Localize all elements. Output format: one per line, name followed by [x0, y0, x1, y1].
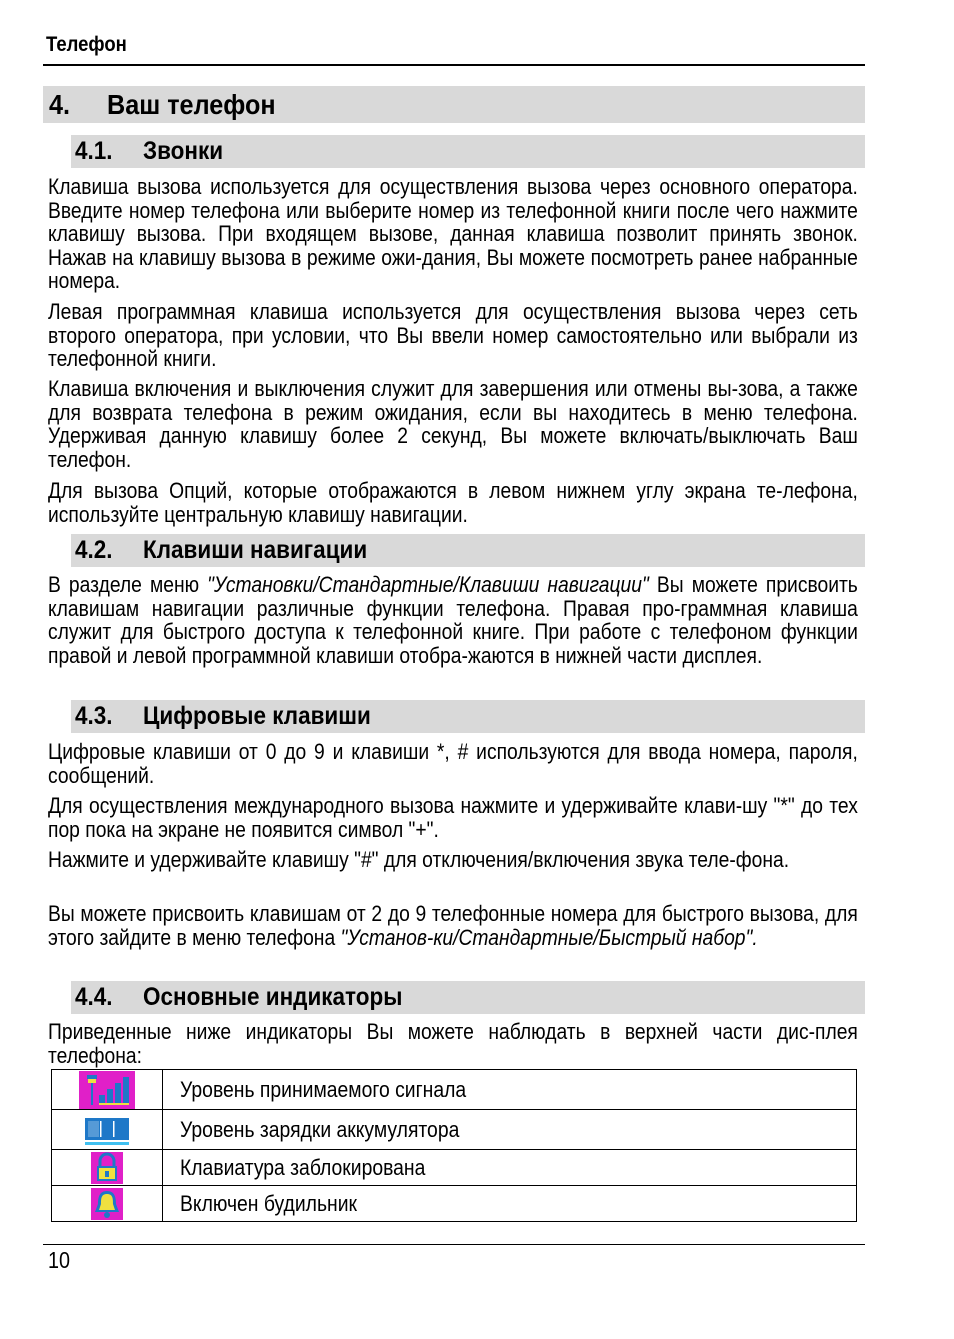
- icon-cell: [52, 1150, 163, 1186]
- section-title: Звонки: [143, 137, 224, 165]
- paragraph: Для осуществления международного вызова нажмите и удерживайте клави-шу "*" до тех пор пока на экране не появится символ "+".: [48, 793, 858, 842]
- chapter-heading: [43, 86, 865, 123]
- paragraph: Левая программная клавиша используется для осуществления вызова через сеть второго оператора, при условии, что Вы ввели номер самостоятельно или выбрали из телефонной книги.: [48, 299, 858, 371]
- running-header: Телефон: [46, 33, 127, 56]
- paragraph: [48, 573, 858, 667]
- indicator-label-cell: [163, 1070, 857, 1110]
- section-heading-4-1: [71, 135, 865, 168]
- table-row: [52, 1110, 857, 1150]
- paragraph: Для вызова Опций, которые отображаются в левом нижнем углу экрана те-лефона, используйте центральную клавишу навигации.: [48, 478, 858, 527]
- chapter-number: 4.: [49, 89, 71, 120]
- indicator-label-cell: [163, 1150, 857, 1186]
- paragraph: Клавиша включения и выключения служит для завершения или отмены вы-зова, а также для возврата телефона в режим ожидания, если вы находитесь в меню телефона. Удерживая данную клавишу более 2 секунд, Вы можете включать/выключать Ваш телефон.: [48, 376, 858, 472]
- chapter-title: Ваш телефон: [107, 89, 276, 120]
- indicator-label-cell: [163, 1110, 857, 1150]
- icon-cell: [52, 1186, 163, 1222]
- section-number: 4.4.: [75, 983, 113, 1011]
- section-heading-4-4: [71, 981, 865, 1014]
- paragraph-text: Вы можете присвоить клавишам от 2 до 9 телефонные номера для быстрого вызова, для этого зайдите в меню телефона: [48, 901, 858, 950]
- section-title: Клавиши навигации: [143, 536, 368, 564]
- indicator-label: Уровень зарядки аккумулятора: [180, 1116, 460, 1142]
- signal-strength-icon: [52, 1071, 162, 1109]
- battery-level-icon: [52, 1114, 162, 1146]
- section-number: 4.1.: [75, 137, 113, 165]
- section-number: 4.2.: [75, 536, 113, 564]
- paragraph: Нажмите и удерживайте клавишу "#" для отключения/включения звука теле-фона.: [48, 847, 790, 872]
- section-number: 4.3.: [75, 702, 113, 730]
- page-number: 10: [48, 1247, 71, 1273]
- section-title: Цифровые клавиши: [143, 702, 371, 730]
- indicator-label: Клавиатура заблокирована: [180, 1154, 426, 1180]
- menu-path: "Установ-ки/Стандартные/Быстрый набор".: [340, 924, 758, 950]
- paragraph: Приведенные ниже индикаторы Вы можете наблюдать в верхней части дис-плея телефона:: [48, 1019, 858, 1068]
- indicator-label: Уровень принимаемого сигнала: [180, 1076, 467, 1102]
- section-heading-4-3: [71, 700, 865, 733]
- paragraph: Цифровые клавиши от 0 до 9 и клавиши *, # используются для ввода номера, пароля, сообщений.: [48, 739, 858, 788]
- paragraph: Клавиша вызова используется для осуществления вызова через основного оператора. Введите номер телефона или выберите номер из телефонной книги после чего нажмите клавишу вызова. При входящем вызове, данная клавиша позволит принять звонок. Нажав на клавишу вызова в режиме ожи-дания, Вы можете посмотреть ранее набранные номера.: [48, 174, 858, 293]
- table-row: [52, 1150, 857, 1186]
- indicator-label-cell: [163, 1186, 857, 1222]
- keypad-lock-icon: [52, 1152, 162, 1184]
- paragraph: [48, 902, 858, 949]
- section-heading-4-2: [71, 534, 865, 567]
- alarm-bell-icon: [52, 1188, 162, 1220]
- indicators-table: [51, 1069, 857, 1222]
- table-row: [52, 1186, 857, 1222]
- icon-cell: [52, 1110, 163, 1150]
- icon-cell: [52, 1070, 163, 1110]
- footer-rule: [43, 1244, 865, 1245]
- section-title: Основные индикаторы: [143, 983, 403, 1011]
- paragraph-text: В разделе меню: [48, 572, 208, 597]
- header-rule: [43, 64, 865, 66]
- table-row: [52, 1070, 857, 1110]
- menu-path: "Установки/Стандартные/Клавиши навигации": [207, 572, 649, 597]
- indicator-label: Включен будильник: [180, 1190, 357, 1216]
- paragraph-text: Вы можете присвоить клавишам навигации различные функции телефона. Правая про-граммная клавиша служит для быстрого доступа к телефонной книге. При работе с телефоном функции правой и левой программной клавиши отобра-жаются в нижней части дисплея.: [48, 572, 858, 668]
